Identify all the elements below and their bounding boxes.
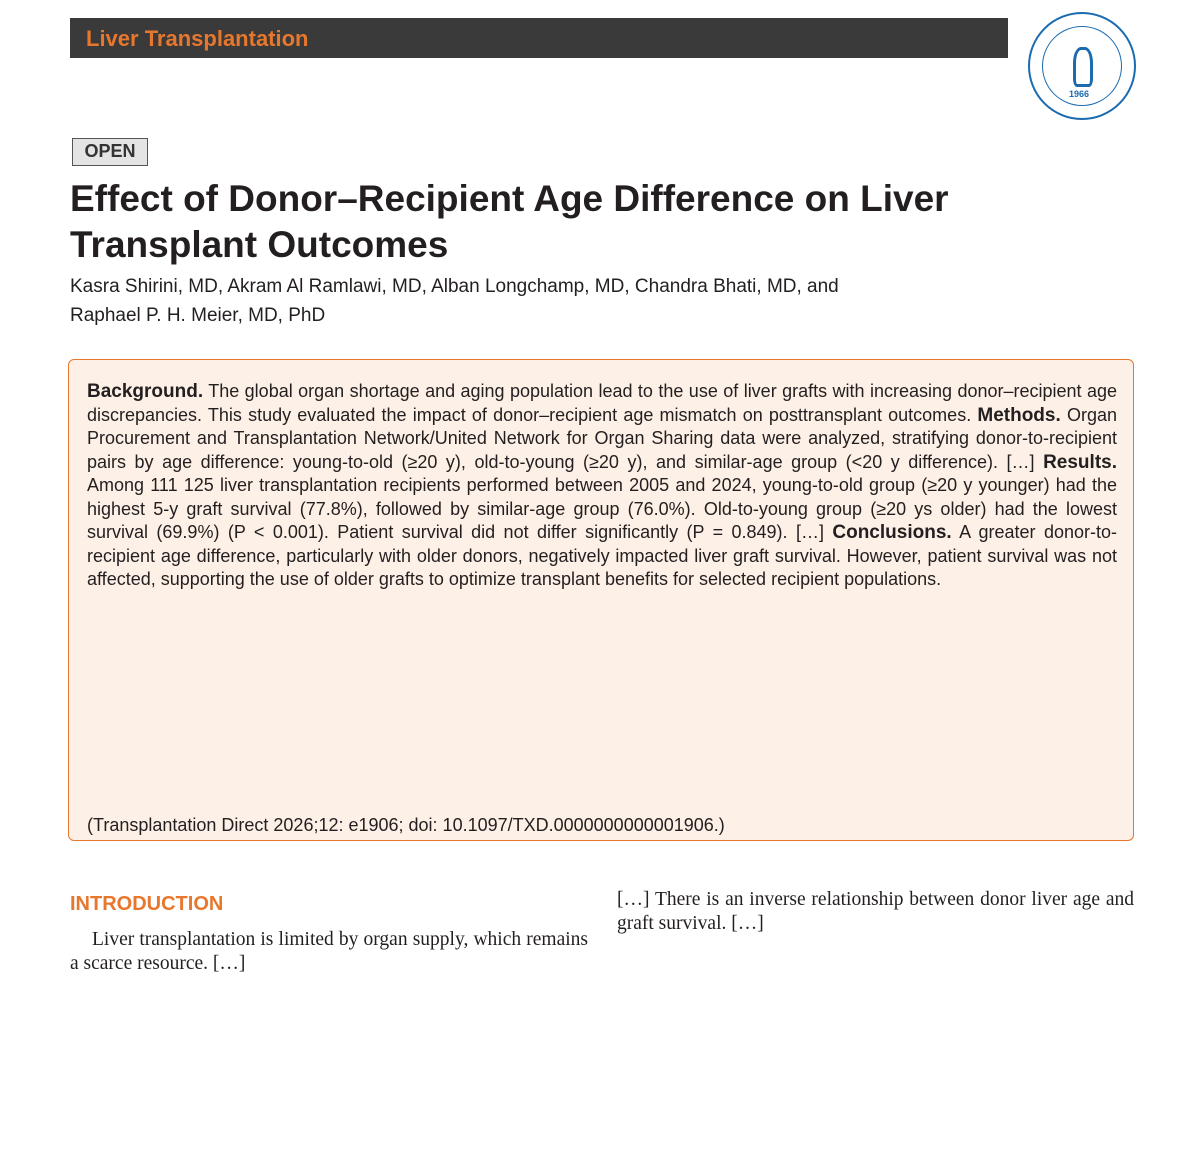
conclusions-text: A greater donor-to-recipient age difference, particularly with older donors, negatively impacted liver graft survival. However, patient survival was not affected, supporting the use of older grafts to optimize transplant benefits for selected recipient populations.	[87, 522, 1117, 589]
seal-inner-ring	[1042, 26, 1122, 106]
intro-left-column: Liver transplantation is limited by organ supply, which remains a scarce resource. […]	[70, 929, 588, 975]
author-line-2: Raphael P. H. Meier, MD, PhD	[70, 305, 326, 326]
abstract-box	[68, 359, 1134, 841]
open-access-badge: OPEN	[72, 138, 148, 166]
intro-right-column: […] There is an inverse relationship between donor liver age and graft survival. […]	[617, 889, 1134, 935]
author-list	[70, 272, 1150, 330]
background-text: The global organ shortage and aging population lead to the use of liver grafts with increasing donor–recipient age discrepancies. This study evaluated the impact of donor–recipient age mismatch on posttransplant outcomes.	[87, 381, 1117, 425]
methods-label: Methods.	[977, 404, 1061, 426]
article-title: Effect of Donor–Recipient Age Difference on Liver Transplant Outcomes	[70, 178, 949, 265]
introduction-heading: INTRODUCTION	[70, 893, 224, 915]
background-label: Background.	[87, 381, 204, 402]
abstract-text	[87, 380, 1117, 592]
author-line-1: Kasra Shirini, MD, Akram Al Ramlawi, MD, Alban Longchamp, MD, Chandra Bhati, MD, and	[70, 276, 839, 297]
conclusions-label: Conclusions.	[832, 522, 952, 543]
methods-text: Organ Procurement and Transplantation Network/United Network for Organ Sharing data were analyzed, stratifying donor-to-recipient pairs by age difference: young-to-old (≥20 y), old-to-young (≥20 y), and similar-age group (<20 y difference). […]	[87, 404, 1117, 472]
section-header-bar	[70, 18, 1008, 58]
transplantation-society-seal	[1028, 12, 1136, 120]
results-text: Among 111 125 liver transplantation recipients performed between 2005 and 2024, young-to-old group (≥20 y younger) had the highest 5-y graft survival (77.8%), followed by similar-age group (76.0%). Old-to-young group (≥20 ys older) had the lowest survival (69.9%) (P < 0.001). Patient survival did not differ significantly (P = 0.849). […]	[87, 475, 1117, 542]
seal-figure-icon	[1073, 47, 1093, 87]
seal-year: 1966	[1069, 89, 1090, 99]
section-label: Liver Transplantation	[86, 26, 309, 51]
results-label: Results.	[1043, 451, 1117, 473]
citation: (Transplantation Direct 2026;12: e1906; doi: 10.1097/TXD.0000000000001906.)	[87, 815, 725, 835]
section-tab	[70, 18, 350, 58]
